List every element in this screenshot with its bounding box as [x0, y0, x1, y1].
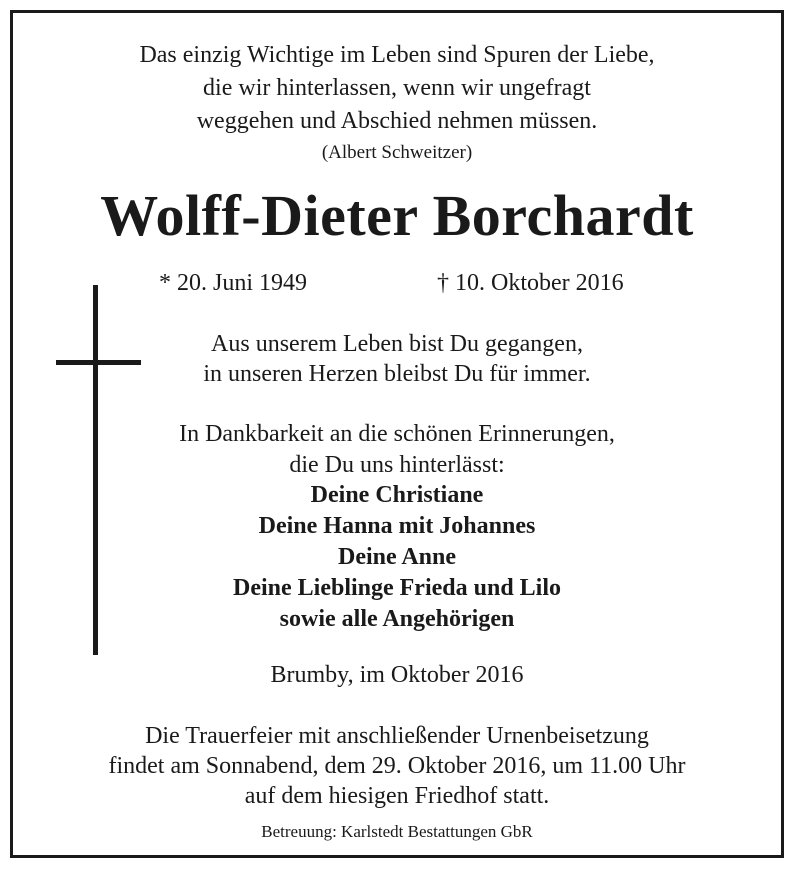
quote-line: Das einzig Wichtige im Leben sind Spuren der Liebe, — [139, 42, 655, 68]
ceremony-info — [13, 721, 781, 811]
obituary-notice — [10, 10, 784, 858]
place-date: Brumby, im Oktober 2016 — [270, 662, 524, 688]
ceremony-line: findet am Sonnabend, dem 29. Oktober 2016, um 11.00 Uhr — [108, 753, 686, 779]
family-member: Deine Anne — [337, 544, 456, 570]
verse-line: Aus unserem Leben bist Du gegangen, — [211, 331, 583, 357]
verse-line: in unseren Herzen bleibst Du für immer. — [203, 361, 591, 387]
undertaker-credit: Betreuung: Karlstedt Bestattungen GbR — [261, 822, 533, 841]
quote-author: (Albert Schweitzer) — [321, 142, 473, 163]
memorial-verse — [13, 329, 781, 389]
deceased-name: Wolff-Dieter Borchardt — [100, 183, 694, 248]
quote-line: die wir hinterlassen, wenn wir ungefragt — [203, 75, 591, 101]
ceremony-line: Die Trauerfeier mit anschließender Urnenbeisetzung — [145, 723, 649, 749]
family-member: Deine Lieblinge Frieda und Lilo — [232, 575, 562, 601]
family-member: Deine Christiane — [310, 482, 484, 508]
family-list — [13, 480, 781, 635]
death-date: † 10. Oktober 2016 — [437, 270, 624, 296]
quote-line: weggehen und Abschied nehmen müssen. — [196, 108, 598, 134]
family-member: Deine Hanna mit Johannes — [258, 513, 536, 539]
ceremony-line: auf dem hiesigen Friedhof statt. — [244, 783, 550, 809]
thanks-text — [13, 419, 781, 481]
birth-date: * 20. Juni 1949 — [159, 270, 308, 296]
thanks-line: die Du uns hinterlässt: — [289, 452, 505, 478]
thanks-line: In Dankbarkeit an die schönen Erinnerungen, — [179, 421, 615, 447]
quote — [13, 39, 781, 138]
family-member: sowie alle Angehörigen — [279, 606, 515, 632]
